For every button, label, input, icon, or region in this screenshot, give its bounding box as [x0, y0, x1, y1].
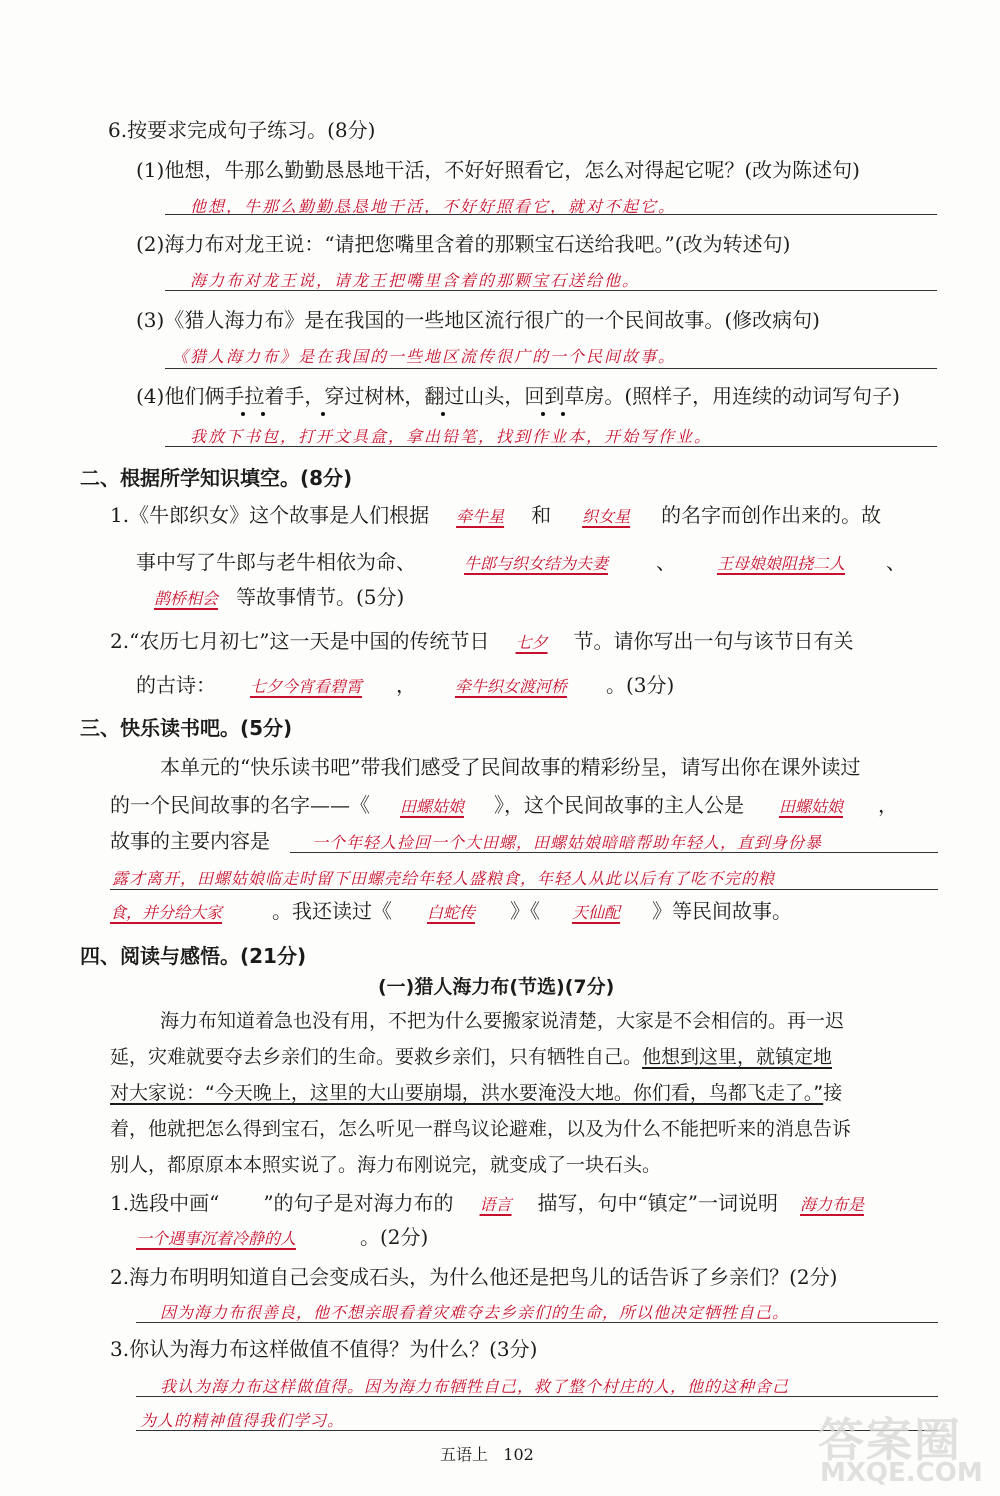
- s4-q1-answer-3: 一个遇事沉着冷静的人: [136, 1229, 297, 1248]
- s4-q3-answer-1: 我认为海力布这样做值得。因为海力布牺牲自己，救了整个村庄的人，他的这种舍己: [160, 1377, 790, 1396]
- passage-line-3: 对大家说：“今天晚上，这里的大山要崩塌，洪水要淹没大地。你们看，鸟都飞走了。”接: [110, 1082, 843, 1104]
- q6-item-4: (4)他们俩手拉着手，穿过树林，翻过山头，回到草房。(照样子，用连续的动词写句子): [136, 384, 900, 408]
- q6-item-3: (3)《猎人海力布》是在我国的一些地区流行很广的一个民间故事。(修改病句): [136, 308, 820, 332]
- q6-item-2: (2)海力布对龙王说：“请把您嘴里含着的那颗宝石送给我吧。”(改为转述句): [136, 232, 791, 256]
- s4-q1-line1: 1.选段中画“ ”的句子是对海力布的 语言 描写，句中“镇定”一词说明 海力布是: [110, 1188, 886, 1220]
- emphasis-dot: [561, 412, 565, 416]
- s3-answer-summary-3: 食，并分给大家: [110, 903, 223, 922]
- s3-answer-hero: 田螺姑娘: [778, 797, 843, 816]
- emphasis-dot: [441, 412, 445, 416]
- q6-answer-1: 他想，牛那么勤勤恳恳地干活，不好好照看它，就对不起它。: [190, 197, 677, 216]
- passage-title: (一)猎人海力布(节选)(7分): [378, 976, 615, 998]
- watermark-logo: 答案圈: [818, 1413, 962, 1467]
- emphasis-dot: [261, 412, 265, 416]
- s2-q1-line1: 1.《牛郎织女》这个故事是人们根据 牵牛星 和 织女星 的名字而创作出来的。故: [110, 500, 881, 532]
- section-4-title: 四、阅读与感悟。(21分): [80, 944, 307, 968]
- passage-line-4: 着，他就把怎么得到宝石，怎么听见一群鸟议论避难，以及为什么不能把听来的消息告诉: [110, 1118, 852, 1140]
- s4-q1-line2: 一个遇事沉着冷静的人 。(2分): [136, 1222, 428, 1254]
- q6-answer-4: 我放下书包，打开文具盒，拿出铅笔，找到作业本，开始写作业。: [190, 427, 713, 446]
- s4-q1-answer-1: 语言: [479, 1195, 512, 1214]
- emphasis-dot: [541, 412, 545, 416]
- s2-q2-line2: 的古诗： 七夕今宵看碧霄 ， 牵牛织女渡河桥 。(3分): [136, 670, 674, 702]
- watermark-url: MXQE.COM: [820, 1458, 983, 1488]
- s3-paragraph-line2: 的一个民间故事的名字——《 田螺姑娘 》，这个民间故事的主人公是 田螺姑娘 ，: [110, 790, 898, 822]
- q6-title: 6.按要求完成句子练习。(8分): [108, 118, 376, 142]
- page-number: 102: [503, 1445, 534, 1464]
- s2-q1-answer-3: 牛郎与织女结为夫妻: [463, 554, 608, 573]
- emphasis-dot: [321, 412, 325, 416]
- s2-q1-answer-1: 牵牛星: [456, 507, 505, 526]
- answer-line: [165, 214, 937, 215]
- underlined-sentence: 他想到这里，就镇定地: [642, 1046, 833, 1068]
- q6-answer-2: 海力布对龙王说，请龙王把嘴里含着的那颗宝石送给他。: [190, 271, 641, 290]
- s2-q2-answer-1: 七夕: [515, 633, 548, 652]
- emphasis-dot: [241, 412, 245, 416]
- passage-line-1: 海力布知道着急也没有用，不把为什么要搬家说清楚，大家是不会相信的。再一迟: [160, 1010, 845, 1032]
- s3-paragraph-line5: 食，并分给大家 。我还读过《 白蛇传 》《 天仙配 》等民间故事。: [110, 896, 792, 928]
- section-3-title: 三、快乐读书吧。(5分): [80, 716, 293, 740]
- s4-q3-question: 3.你认为海力布这样做值不值得？为什么？(3分): [110, 1337, 538, 1361]
- s3-answer-story: 田螺姑娘: [399, 797, 464, 816]
- s2-q1-line2: 事中写了牛郎与老牛相依为命、 牛郎与织女结为夫妻 、 王母娘娘阻挠二人 、: [136, 547, 926, 579]
- s4-q2-answer: 因为海力布很善良，他不想亲眼看着灾难夺去乡亲们的生命，所以他决定牺牲自己。: [160, 1303, 790, 1322]
- s2-q1-line3: 鹊桥相会 等故事情节。(5分): [136, 582, 404, 614]
- page-footer: [440, 1442, 534, 1465]
- answer-line: [110, 889, 938, 890]
- s3-answer-summary-1: 一个年轻人捡回一个大田螺，田螺姑娘暗暗帮助年轻人，直到身份暴: [312, 833, 823, 852]
- answer-line: [165, 290, 937, 291]
- q6-item-1: (1)他想，牛那么勤勤恳恳地干活，不好好照看它，怎么对得起它呢？(改为陈述句): [136, 158, 860, 182]
- s3-paragraph-line1: 本单元的“快乐读书吧”带我们感受了民间故事的精彩纷呈，请写出你在课外读过: [160, 755, 861, 779]
- q6-answer-3: 《猎人海力布》是在我国的一些地区流传很广的一个民间故事。: [172, 347, 677, 366]
- answer-line: [290, 852, 938, 853]
- answer-line: [165, 446, 937, 447]
- footer-label: 五语上: [440, 1445, 489, 1464]
- s4-q3-answer-2: 为人的精神值得我们学习。: [140, 1411, 345, 1430]
- s2-q1-answer-5: 鹊桥相会: [153, 589, 218, 608]
- passage-line-2: 延，灾难就要夺去乡亲们的生命。要救乡亲们，只有牺牲自己。他想到这里，就镇定地: [110, 1046, 833, 1068]
- answer-line: [136, 1396, 938, 1397]
- s2-q1-answer-2: 织女星: [582, 507, 631, 526]
- s3-answer-book-1: 白蛇传: [426, 903, 475, 922]
- s2-q2-answer-3: 牵牛织女渡河桥: [454, 677, 567, 696]
- s4-q2-question: 2.海力布明明知道自己会变成石头，为什么他还是把鸟儿的话告诉了乡亲们？(2分): [110, 1265, 838, 1289]
- underlined-sentence: 对大家说：“今天晚上，这里的大山要崩塌，洪水要淹没大地。你们看，鸟都飞走了。”: [110, 1082, 824, 1104]
- answer-line: [136, 1322, 938, 1323]
- s2-q1-answer-4: 王母娘娘阻挠二人: [716, 554, 845, 573]
- answer-line: [165, 368, 937, 369]
- s3-answer-summary-2: 露才离开，田螺姑娘临走时留下田螺壳给年轻人盛粮食，年轻人从此以后有了吃不完的粮: [112, 869, 776, 888]
- passage-line-5: 别人，都原原本本照实说了。海力布刚说完，就变成了一块石头。: [110, 1154, 662, 1176]
- s2-q2-answer-2: 七夕今宵看碧霄: [249, 677, 362, 696]
- s2-q2-line1: 2.“农历七月初七”这一天是中国的传统节日 七夕 节。请你写出一句与该节日有关: [110, 626, 854, 658]
- s4-q1-answer-2: 海力布是: [799, 1195, 864, 1214]
- s3-answer-book-2: 天仙配: [571, 903, 620, 922]
- section-2-title: 二、根据所学知识填空。(8分): [80, 466, 353, 490]
- s3-paragraph-line3: 故事的主要内容是: [110, 829, 270, 853]
